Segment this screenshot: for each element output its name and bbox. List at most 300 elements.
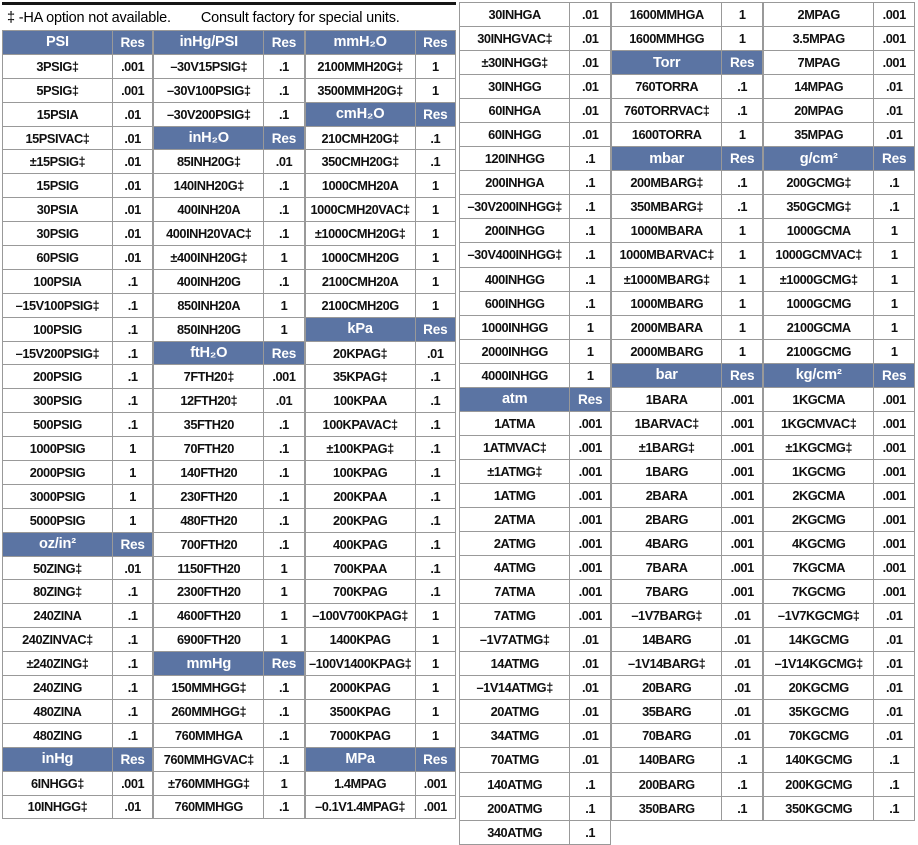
res-value-cell: .1 [113,724,153,748]
table-row [460,340,611,364]
res-header-label: Res [722,51,763,75]
range-model-cell: 50ZING‡ [3,557,113,581]
table-row [154,700,304,724]
range-model-cell: 760MMHGVAC‡ [154,748,264,772]
table-row [306,198,456,222]
table-row [612,676,763,700]
range-model-cell: 2100GCMA [764,316,874,340]
table-row [612,628,763,652]
res-value-cell: .01 [113,174,153,198]
table-row [3,270,153,294]
range-model-cell: ±760MMHGG‡ [154,772,264,796]
table-row [612,3,763,27]
range-model-cell: 2000KPAG [306,676,416,700]
res-header-label: Res [113,533,153,557]
res-value-cell: 1 [264,318,304,342]
range-model-cell: 140INH20G‡ [154,174,264,198]
range-model-cell: ±1000CMH20G‡ [306,222,416,246]
range-model-cell: 260MMHGG‡ [154,700,264,724]
res-value-cell: .001 [722,412,763,436]
table-row [764,27,915,51]
table-row [460,51,611,75]
table-row [3,557,153,581]
range-model-cell: –1V7BARG‡ [612,604,722,628]
range-model-cell: 4ATMG [460,556,570,580]
section-header-row [612,147,763,171]
range-model-cell: 4000INHGG [460,364,570,388]
range-model-cell: –15V100PSIG‡ [3,294,113,318]
range-model-cell: 7ATMG [460,604,570,628]
table-row [612,243,763,267]
table-row [306,437,456,461]
table-row [306,461,456,485]
res-value-cell: .1 [264,222,304,246]
table-row [306,580,456,604]
range-model-cell: 35KPAG‡ [306,365,416,389]
table-row [764,604,915,628]
res-value-cell: 1 [416,246,456,270]
table-row [764,195,915,219]
res-header-label: Res [416,103,456,127]
res-value-cell: 1 [416,55,456,79]
range-model-cell: 150MMHGG‡ [154,676,264,700]
table-row [764,340,915,364]
range-model-cell: 2KGCMG [764,508,874,532]
table-row [612,123,763,147]
range-model-cell: 3000PSIG [3,485,113,509]
table-row [460,171,611,195]
range-model-cell: 4KGCMG [764,532,874,556]
range-model-cell: 1000PSIG [3,437,113,461]
range-model-cell: ±240ZING‡ [3,652,113,676]
res-value-cell: .1 [416,580,456,604]
res-value-cell: .1 [416,150,456,174]
res-value-cell: .01 [722,724,763,748]
table-row [612,532,763,556]
res-value-cell: 1 [722,27,763,51]
table-row [154,270,304,294]
range-model-cell: 1KGCMA [764,388,874,412]
right-columns [459,2,915,845]
res-header-label: Res [264,127,304,151]
table-row [3,127,153,151]
table-row [3,413,153,437]
table-row [764,316,915,340]
range-model-cell: 20ATMG [460,700,570,724]
res-value-cell: .1 [874,195,915,219]
table-row [612,652,763,676]
res-value-cell: 1 [874,316,915,340]
res-value-cell: 1 [416,270,456,294]
range-model-cell: 3500MMH20G‡ [306,79,416,103]
table-row [460,3,611,27]
table-row [612,773,763,797]
res-header-label: Res [113,748,153,772]
table-row [460,268,611,292]
table-row [306,700,456,724]
table-row [612,316,763,340]
res-value-cell: .001 [874,532,915,556]
res-value-cell: .01 [570,99,611,123]
table-row [154,461,304,485]
res-value-cell: .1 [416,365,456,389]
range-model-cell: 34ATMG [460,724,570,748]
table-row [460,773,611,797]
range-model-cell: 760TORRA [612,75,722,99]
range-model-cell: 700KPAA [306,557,416,581]
res-value-cell: .01 [570,27,611,51]
range-model-cell: 200BARG [612,773,722,797]
res-value-cell: .1 [113,413,153,437]
res-value-cell: .001 [874,580,915,604]
section-header-label: oz/in² [3,533,113,557]
range-model-cell: 1BARA [612,388,722,412]
table-row [460,219,611,243]
res-value-cell: 1 [874,219,915,243]
table-row [460,147,611,171]
res-value-cell: .001 [874,388,915,412]
table-row [460,724,611,748]
res-header-label: Res [722,147,763,171]
res-value-cell: .01 [113,246,153,270]
unit-column [459,2,611,845]
res-value-cell: .1 [416,461,456,485]
range-model-cell: 2300FTH20 [154,580,264,604]
res-value-cell: .1 [264,676,304,700]
table-row [154,604,304,628]
res-value-cell: .1 [722,99,763,123]
res-value-cell: .01 [874,99,915,123]
range-model-cell: 2100GCMG [764,340,874,364]
res-value-cell: .01 [264,150,304,174]
res-value-cell: .1 [113,342,153,366]
res-value-cell: .1 [264,700,304,724]
res-value-cell: .001 [570,484,611,508]
range-model-cell: 1000GCMG [764,292,874,316]
table-row [764,652,915,676]
table-row [764,388,915,412]
range-model-cell: 140FTH20 [154,461,264,485]
table-row [764,75,915,99]
res-value-cell: .1 [113,270,153,294]
range-model-cell: 14KGCMG [764,628,874,652]
res-value-cell: .1 [264,485,304,509]
table-row [306,533,456,557]
res-value-cell: 1 [113,509,153,533]
res-value-cell: .01 [722,628,763,652]
range-model-cell: 70FTH20 [154,437,264,461]
res-header-label: Res [264,342,304,366]
res-value-cell: .1 [874,797,915,821]
res-value-cell: .1 [570,147,611,171]
res-value-cell: 1 [722,123,763,147]
res-value-cell: .001 [570,412,611,436]
table-row [460,364,611,388]
range-model-cell: 350GCMG‡ [764,195,874,219]
res-value-cell: 1 [874,268,915,292]
range-model-cell: 1000MBARA [612,219,722,243]
table-row [460,652,611,676]
table-row [764,508,915,532]
table-row [460,316,611,340]
table-row [612,412,763,436]
range-model-cell: –30V15PSIG‡ [154,55,264,79]
res-value-cell: 1 [113,437,153,461]
range-model-cell: 100PSIA [3,270,113,294]
res-value-cell: .1 [113,389,153,413]
range-model-cell: –30V400INHGG‡ [460,243,570,267]
table-row [3,342,153,366]
res-value-cell: 1 [416,652,456,676]
range-model-cell: 1KGCMVAC‡ [764,412,874,436]
section-header-row [306,31,456,55]
res-value-cell: .01 [570,700,611,724]
range-model-cell: 60INHGA [460,99,570,123]
res-value-cell: .001 [874,51,915,75]
range-model-cell: 30INHGVAC‡ [460,27,570,51]
res-header-label: Res [570,388,611,412]
res-value-cell: .01 [264,389,304,413]
res-value-cell: 1 [264,772,304,796]
table-row [460,676,611,700]
footnote-ha-text: ‡ -HA option not available. [7,10,171,26]
res-value-cell: 1 [113,461,153,485]
table-row [3,724,153,748]
res-value-cell: .01 [570,123,611,147]
table-row [612,580,763,604]
section-header-row [612,364,763,388]
res-value-cell: .001 [416,796,456,820]
range-model-cell: 35FTH20 [154,413,264,437]
table-row [612,27,763,51]
table-row [764,797,915,821]
table-row [460,821,611,845]
range-model-cell: 140KGCMG [764,748,874,772]
range-model-cell: 3.5MPAG [764,27,874,51]
range-model-cell: 350CMH20G‡ [306,150,416,174]
table-row [764,532,915,556]
table-row [3,700,153,724]
section-header-label: atm [460,388,570,412]
res-value-cell: .01 [874,75,915,99]
res-value-cell: .01 [874,628,915,652]
table-row [764,748,915,772]
range-model-cell: 20MPAG [764,99,874,123]
range-model-cell: 2100CMH20G [306,294,416,318]
range-model-cell: –1V7KGCMG‡ [764,604,874,628]
table-row [154,772,304,796]
table-row [154,485,304,509]
table-row [306,150,456,174]
range-model-cell: 1000MBARVAC‡ [612,243,722,267]
res-value-cell: .1 [113,365,153,389]
table-row [460,580,611,604]
res-value-cell: 1 [264,628,304,652]
range-model-cell: –30V100PSIG‡ [154,79,264,103]
section-header-label: Torr [612,51,722,75]
range-model-cell: 200INHGA [460,171,570,195]
res-header-label: Res [874,147,915,171]
range-model-cell: 14BARG [612,628,722,652]
table-row [3,246,153,270]
range-model-cell: 15PSIVAC‡ [3,127,113,151]
table-row [154,150,304,174]
table-row [154,748,304,772]
table-row [764,773,915,797]
table-row [764,700,915,724]
res-value-cell: .1 [264,198,304,222]
res-value-cell: .001 [113,79,153,103]
range-model-cell: 600INHGG [460,292,570,316]
res-value-cell: .01 [113,222,153,246]
res-value-cell: .01 [874,700,915,724]
table-row [612,292,763,316]
range-model-cell: 7ATMA [460,580,570,604]
table-row [460,27,611,51]
range-model-cell: 7BARA [612,556,722,580]
range-model-cell: 1ATMA [460,412,570,436]
range-model-cell: 400INH20A [154,198,264,222]
section-header-label: inHg [3,748,113,772]
res-value-cell: 1 [570,316,611,340]
res-value-cell: 1 [570,340,611,364]
res-value-cell: .1 [416,127,456,151]
res-value-cell: .01 [113,103,153,127]
range-model-cell: 2100CMH20A [306,270,416,294]
range-model-cell: 2KGCMA [764,484,874,508]
range-model-cell: 2BARA [612,484,722,508]
res-header-label: Res [416,748,456,772]
section-header-label: mmHg [154,652,264,676]
res-value-cell: .1 [264,437,304,461]
range-model-cell: 700KPAG [306,580,416,604]
res-value-cell: 1 [416,604,456,628]
range-model-cell: 1000MBARG [612,292,722,316]
table-row [3,437,153,461]
range-model-cell: 230FTH20 [154,485,264,509]
res-value-cell: .1 [264,103,304,127]
range-model-cell: 1ATMG [460,484,570,508]
range-model-cell: 4600FTH20 [154,604,264,628]
range-model-cell: 70BARG [612,724,722,748]
range-model-cell: 1.4MPAG [306,772,416,796]
table-row [3,198,153,222]
table-row [154,557,304,581]
res-value-cell: .001 [874,3,915,27]
res-value-cell: 1 [416,222,456,246]
res-value-cell: .01 [874,724,915,748]
range-model-cell: 70ATMG [460,748,570,772]
table-row [764,171,915,195]
range-model-cell: 400INH20VAC‡ [154,222,264,246]
range-model-cell: 100KPAA [306,389,416,413]
res-value-cell: .001 [570,460,611,484]
range-model-cell: 2000MBARG [612,340,722,364]
res-value-cell: .001 [874,27,915,51]
range-model-cell: 2000INHGG [460,340,570,364]
range-model-cell: 1000GCMVAC‡ [764,243,874,267]
table-row [306,55,456,79]
table-row [154,413,304,437]
left-table-block [2,2,456,819]
table-row [306,294,456,318]
range-model-cell: 400KPAG [306,533,416,557]
res-value-cell: .001 [570,436,611,460]
table-row [306,485,456,509]
table-row [306,628,456,652]
table-row [460,556,611,580]
section-header-row [154,652,304,676]
res-value-cell: 1 [416,79,456,103]
range-model-cell: 850INH20A [154,294,264,318]
res-value-cell: .1 [570,797,611,821]
section-header-label: g/cm² [764,147,874,171]
range-model-cell: 1600MMHGA [612,3,722,27]
res-value-cell: .1 [416,413,456,437]
table-row [306,557,456,581]
range-model-cell: 240ZINA [3,604,113,628]
table-row [764,243,915,267]
res-value-cell: 1 [722,340,763,364]
res-value-cell: .1 [570,171,611,195]
range-model-cell: 1400KPAG [306,628,416,652]
table-row [764,3,915,27]
res-value-cell: .01 [113,796,153,820]
table-row [764,724,915,748]
res-value-cell: .001 [722,508,763,532]
section-header-row [460,388,611,412]
range-model-cell: 760MMHGA [154,724,264,748]
range-model-cell: 6900FTH20 [154,628,264,652]
range-model-cell: 1KGCMG [764,460,874,484]
res-value-cell: .1 [264,748,304,772]
table-row [612,436,763,460]
res-value-cell: .001 [113,772,153,796]
range-model-cell: 200GCMG‡ [764,171,874,195]
table-row [154,389,304,413]
res-value-cell: .1 [570,292,611,316]
table-row [306,127,456,151]
table-row [764,268,915,292]
res-value-cell: .001 [874,556,915,580]
res-value-cell: .1 [113,652,153,676]
table-row [460,604,611,628]
table-row [154,676,304,700]
range-model-cell: 340ATMG [460,821,570,845]
range-model-cell: ±30INHGG‡ [460,51,570,75]
table-row [3,150,153,174]
table-row [460,436,611,460]
res-value-cell: 1 [264,604,304,628]
res-value-cell: .001 [416,772,456,796]
table-row [764,51,915,75]
unit-column [153,30,304,819]
range-model-cell: 15PSIG [3,174,113,198]
section-header-label: kPa [306,318,416,342]
range-model-cell: 210CMH20G‡ [306,127,416,151]
range-model-cell: 1000CMH20VAC‡ [306,198,416,222]
table-row [612,797,763,821]
table-row [154,580,304,604]
table-row [3,174,153,198]
table-row [460,99,611,123]
res-value-cell: .1 [570,219,611,243]
range-model-cell: 2MPAG [764,3,874,27]
res-header-label: Res [416,31,456,55]
range-model-cell: 35MPAG [764,123,874,147]
res-value-cell: .001 [722,556,763,580]
res-header-label: Res [416,318,456,342]
